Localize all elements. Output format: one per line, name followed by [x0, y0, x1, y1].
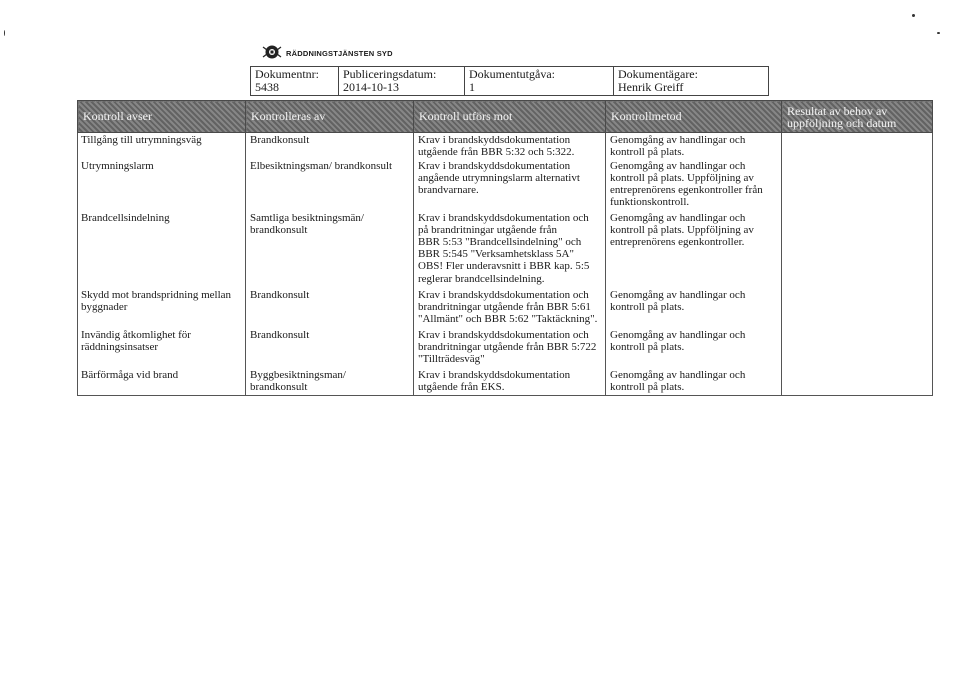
- cell-kontroll-avser: [78, 288, 246, 328]
- column-header-resultat: Resultat av behov av uppföljning och datum: [782, 101, 933, 133]
- cell-kontrollmetod: [606, 159, 782, 211]
- cell-text: Samtliga besiktningsmän/ brandkonsult: [250, 211, 364, 236]
- cell-text: Genomgång av handlingar och kontroll på plats.: [610, 368, 746, 393]
- meta-dokumentnr-label: Dokumentnr:: [255, 67, 319, 81]
- cell-kontroll-avser: [78, 159, 246, 211]
- column-header-kontrollmetod: Kontrollmetod: [606, 101, 782, 133]
- column-header-kontroll-utfors-mot: Kontroll utförs mot: [414, 101, 606, 133]
- cell-kontrolleras-av: [246, 159, 414, 211]
- cell-text: Krav i brandskyddsdokumentation och på brandritningar utgående från BBR 5:53 "Brandcellsindelning" och BBR 5:545 "Verksamhetsklass 5A" OBS! Fler underavsnitt i BBR kap. 5:5 reglerar brandcellsindelning.: [418, 211, 590, 285]
- cell-kontrolleras-av: [246, 328, 414, 368]
- cell-kontrollmetod: [606, 211, 782, 288]
- meta-dokumentutgava: [465, 67, 614, 96]
- table-row: [78, 211, 933, 288]
- meta-dokumentnr-value: 5438: [255, 80, 279, 94]
- cell-resultat: [782, 159, 933, 211]
- cell-resultat: [782, 211, 933, 288]
- cell-text: Genomgång av handlingar och kontroll på plats.: [610, 288, 746, 313]
- cell-text: Elbesiktningsman/ brandkonsult: [250, 159, 393, 172]
- meta-dokumentutgava-label: Dokumentutgåva:: [469, 67, 555, 81]
- cell-kontroll-utfors-mot: [414, 288, 606, 328]
- cell-kontrolleras-av: [246, 211, 414, 288]
- meta-publiceringsdatum-value: 2014-10-13: [343, 80, 399, 94]
- cell-text: Krav i brandskyddsdokumentation utgående från BBR 5:32 och 5:322.: [418, 134, 575, 159]
- cell-kontroll-utfors-mot: [414, 159, 606, 211]
- cell-resultat: [782, 133, 933, 159]
- cell-text: Tillgång till utrymningsväg: [81, 134, 202, 146]
- cell-text: Krav i brandskyddsdokumentation och brandritningar utgående från BBR 5:61 "Allmänt" och BBR 5:62 "Taktäckning".: [418, 288, 598, 325]
- cell-kontrollmetod: [606, 288, 782, 328]
- cell-kontroll-utfors-mot: [414, 133, 606, 159]
- table-row: [78, 328, 933, 368]
- cell-text: Bärförmåga vid brand: [81, 368, 179, 381]
- cell-kontroll-utfors-mot: [414, 368, 606, 396]
- scan-speck: [937, 32, 940, 34]
- org-logo: [262, 44, 393, 60]
- cell-kontrolleras-av: [246, 133, 414, 159]
- column-header-kontrolleras-av: Kontrolleras av: [246, 101, 414, 133]
- cell-kontrollmetod: [606, 328, 782, 368]
- meta-dokumentagare-label: Dokumentägare:: [618, 67, 698, 81]
- cell-kontroll-avser: [78, 211, 246, 288]
- cell-text: Genomgång av handlingar och kontroll på plats.: [610, 328, 746, 353]
- cell-text: Genomgång av handlingar och kontroll på plats. Uppföljning av entreprenörens egenkontroller från funktionskontroll.: [610, 159, 763, 209]
- cell-resultat: [782, 368, 933, 396]
- table-row: [78, 159, 933, 211]
- cell-text: Krav i brandskyddsdokumentation och brandritningar utgående från BBR 5:722 "Tillträdesväg": [418, 328, 597, 365]
- cell-kontroll-utfors-mot: [414, 328, 606, 368]
- cell-text: Skydd mot brandspridning mellan byggnader: [81, 288, 232, 313]
- cell-kontroll-avser: [78, 368, 246, 396]
- table-row: [78, 368, 933, 396]
- meta-dokumentagare: [614, 67, 769, 96]
- control-plan-table: [77, 100, 933, 396]
- document-meta-table: [250, 66, 769, 96]
- meta-publiceringsdatum-label: Publiceringsdatum:: [343, 67, 437, 81]
- meta-publiceringsdatum: [339, 67, 465, 96]
- cell-kontroll-avser: [78, 328, 246, 368]
- cell-text: Brandkonsult: [250, 328, 310, 341]
- cell-resultat: [782, 328, 933, 368]
- cell-kontrollmetod: [606, 133, 782, 159]
- cell-kontrollmetod: [606, 368, 782, 396]
- org-name: RÄDDNINGSTJÄNSTEN SYD: [286, 48, 393, 58]
- cell-text: Krav i brandskyddsdokumentation angående utrymningslarm alternativt brandvarnare.: [418, 159, 580, 196]
- cell-text: Krav i brandskyddsdokumentation utgående från EKS.: [418, 368, 571, 393]
- cell-text: Brandkonsult: [250, 134, 310, 146]
- cell-resultat: [782, 288, 933, 328]
- cell-text: Utrymningslarm: [81, 159, 154, 172]
- cell-text: Brandcellsindelning: [81, 211, 170, 224]
- meta-dokumentagare-value: Henrik Greiff: [618, 80, 684, 94]
- scan-speck: [912, 14, 915, 17]
- scan-speck: [4, 30, 5, 36]
- cell-kontrolleras-av: [246, 368, 414, 396]
- cell-text: Genomgång av handlingar och kontroll på plats.: [610, 134, 746, 159]
- cell-kontroll-utfors-mot: [414, 211, 606, 288]
- cell-text: Invändig åtkomlighet för räddningsinsatser: [81, 328, 191, 353]
- table-header-row: [78, 101, 933, 133]
- cell-kontrolleras-av: [246, 288, 414, 328]
- column-header-kontroll-avser: Kontroll avser: [78, 101, 246, 133]
- table-row: [78, 133, 933, 159]
- coat-of-arms-icon: [262, 44, 282, 60]
- cell-text: Brandkonsult: [250, 288, 310, 301]
- cell-text: Byggbesiktningsman/ brandkonsult: [250, 368, 346, 393]
- cell-text: Genomgång av handlingar och kontroll på plats. Uppföljning av entreprenörens egenkontroller.: [610, 211, 754, 248]
- table-row: [78, 288, 933, 328]
- meta-dokumentnr: [251, 67, 339, 96]
- cell-kontroll-avser: [78, 133, 246, 159]
- meta-dokumentutgava-value: 1: [469, 80, 475, 94]
